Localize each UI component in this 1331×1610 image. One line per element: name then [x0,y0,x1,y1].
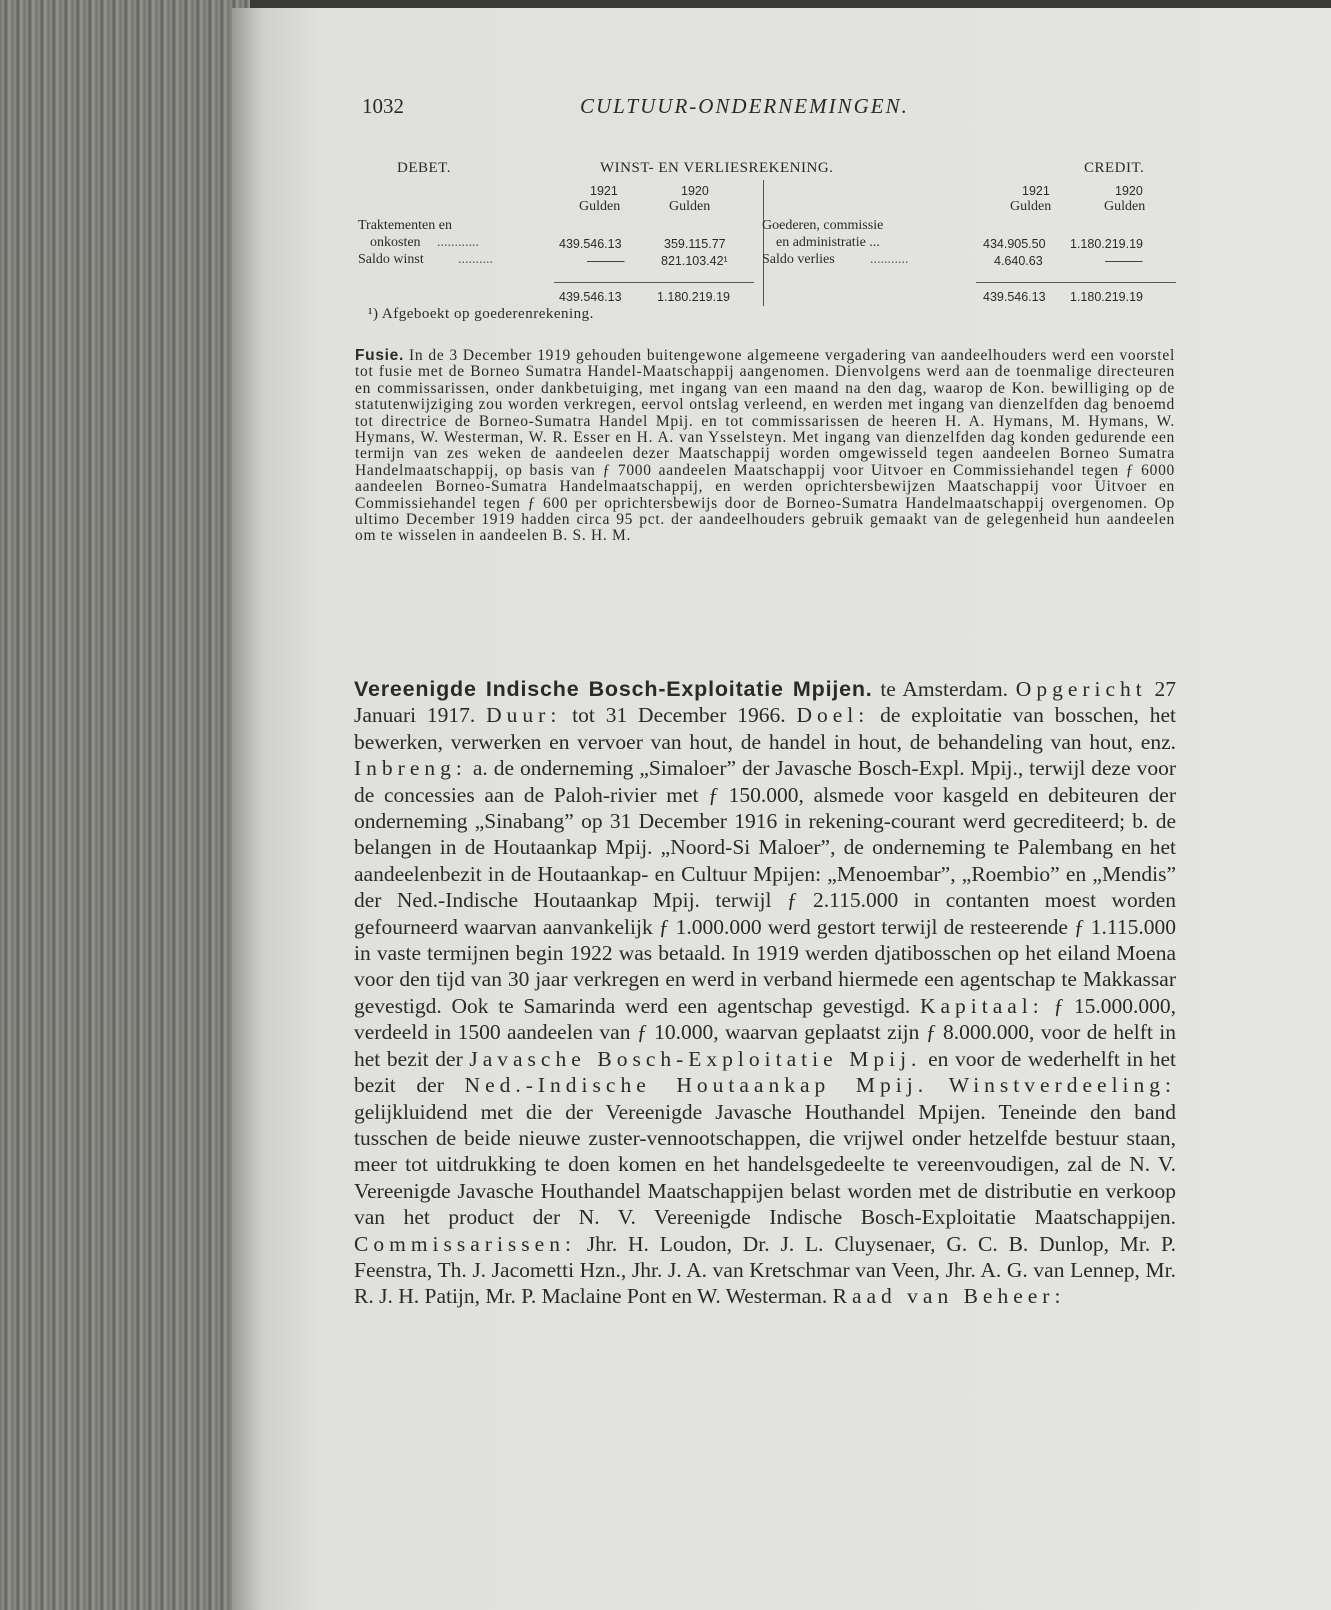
totals-rule [554,282,754,283]
credit-row-label: en administratie ... [776,235,880,250]
debit-value: 821.103.42¹ [661,254,728,268]
running-title: CULTUUR-ONDERNEMINGEN. [580,94,909,118]
unit-label: Gulden [579,199,621,214]
book-page [232,8,1331,1610]
debit-value: ——— [587,254,625,268]
account-title: WINST- EN VERLIESREKENING. [600,160,834,176]
winstverdeeling-value: gelijkluidend met die der Vereenigde Javasche Houthandel Mpijen. Teneinde den band tusschen de beide nieuwe zuster-vennootschappen, die vrijwel onder hetzelfde bestuur staan, meer tot uitdrukking te doen komen en het handelsgedeelte te vereenvoudigen, zal de N. V. Vereenigde Javasche Houthandel Maatschappijen belast worden met de distributie en verkoop van het product der N. V. Vereenigde Indische Bosch-Exploitatie Maatschappijen. [354,1099,1176,1230]
duur-value: tot 31 December 1966. [572,703,786,728]
firm-name: Javasche Bosch-Exploitatie Mpij. [469,1046,922,1071]
fusie-lead: Fusie. [355,347,404,364]
leader-dots: .......... [458,252,493,267]
raad-van-beheer-label: Raad van Beheer: [832,1284,1066,1309]
credit-value: 434.905.50 [983,237,1046,251]
opgericht-value: 27 Januari 1917. [354,677,1176,728]
book-page-stack [0,0,250,1610]
credit-row-label: Goederen, commissie [762,218,884,233]
unit-label: Gulden [1010,199,1052,214]
doel-value: de exploitatie van bosschen, het bewerken, verwerken en vervoer van hout, de handel in hout, de behandeling van hout, enz. [354,703,1176,754]
year-1921: 1921 [1022,184,1050,198]
leader-dots: ........... [870,252,909,267]
credit-total: 439.546.13 [983,290,1046,304]
unit-label: Gulden [1104,199,1146,214]
credit-total: 1.180.219.19 [1070,290,1143,304]
credit-label: CREDIT. [1084,160,1145,176]
kapitaal-label: Kapitaal: [919,993,1044,1018]
company-name: Vereenigde Indische Bosch-Exploitatie Mpijen. [354,677,873,701]
kapitaal-value: en voor de wederhelft in het bezit der [354,1046,1177,1098]
doel-label: Doel: [796,703,870,728]
debit-total: 1.180.219.19 [657,290,730,304]
debit-value: 439.546.13 [559,237,622,251]
fusie-paragraph [355,348,1175,545]
commissarissen-label: Commissarissen: [354,1231,576,1256]
debit-row-label: Traktementen en [358,218,452,233]
year-1921: 1921 [590,184,618,198]
debet-label: DEBET. [397,160,451,176]
kapitaal-value: ƒ 15.000.000, verdeeld in 1500 aandeelen van ƒ 10.000, waarvan geplaatst zijn ƒ 8.000.000, voor de helft in het bezit der [354,993,1177,1071]
page-number: 1032 [362,94,404,118]
fusie-text: In de 3 December 1919 gehouden buitengewone algemeene vergadering van aandeelhouders werd een voorstel tot fusie met de Borneo Sumatra Handel-Maatschappij aangenomen. Dienvolgens werd aan de toenmalige directeuren en commissarissen, onder dankbetuiging, met ingang van een maand na den dag, waarop de Kon. bewilliging op de statutenwijziging zou worden verkregen, eervol ontslag verleend, en werden met ingang van dienzelfden dag benoemd tot directrice de Borneo-Sumatra Handel Mpij. en tot commissarissen de heeren H. A. Hymans, M. Hymans, W. Hymans, W. Westerman, W. R. Esser en H. A. van Ysselsteyn. Met ingang van dienzelfden dag konden gedurende een termijn van zes weken de aandeelen dezer Maatschappij worden omgewisseld tegen aandeelen Borneo Sumatra Handelmaatschappij, op basis van ƒ 7000 aandeelen Maatschappij voor Uitvoer en Commissiehandel tegen ƒ 6000 aandeelen Borneo-Sumatra Handelmaatschappij, en werden oprichtersbewijzen Maatschappij voor Uitvoer en Commissiehandel tegen ƒ 600 per oprichtersbewijs door de Borneo-Sumatra Handelmaatschappij overgenomen. Op ultimo December 1919 hadden circa 95 pct. der aandeelhouders gebruik gemaakt van de gelegenheid hun aandeelen om te wisselen in aandeelen B. S. H. M. [355,347,1175,545]
company-seat: te Amsterdam. [880,677,1009,701]
credit-value: 4.640.63 [994,254,1043,268]
opgericht-label: Opgericht [1015,677,1147,701]
debit-total: 439.546.13 [559,290,622,304]
credit-value: ——— [1105,254,1143,268]
footnote: ¹) Afgeboekt op goederenrekening. [368,306,594,322]
credit-value: 1.180.219.19 [1070,237,1143,251]
year-1920: 1920 [1115,184,1143,198]
debit-row-label: Saldo winst [358,252,424,267]
leader-dots: ............ [437,235,479,250]
commissarissen-value: Jhr. H. Loudon, Dr. J. L. Cluysenaer, G. C. B. Dunlop, Mr. P. Feenstra, Th. J. Jacometti Hzn., Jhr. J. A. van Kretschmar van Veen, Jhr. A. G. van Lennep, Mr. R. J. H. Patijn, Mr. P. Maclaine Pont en W. Westerman. [354,1231,1177,1309]
totals-rule [976,282,1176,283]
inbreng-value: a. de onderneming „Simaloer” der Javasche Bosch-Expl. Mpij., terwijl deze voor de concessies aan de Paloh-rivier met ƒ 150.000, alsmede voor kasgeld en debiteuren der onderneming „Sinabang” op 31 December 1916 in rekening-courant werd gecrediteerd; b. de belangen in de Houtaankap Mpij. „Noord-Si Maloer”, de onderneming te Palembang en het aandeelenbezit in de Houtaankap- en Cultuur Mpijen: „Menoembar”, „Roembio” en „Mendis” der Ned.-Indische Houtaankap Mpij. terwijl ƒ 2.115.000 in contanten moest worden gefourneerd waarvan aanvankelijk ƒ 1.000.000 werd gestort terwijl de resteerende ƒ 1.115.000 in vaste termijnen begin 1922 was betaald. In 1919 werden djatibosschen op het eiland Moena voor den tijd van 30 jaar verkregen en werd in verband hiermede een agentschap te Makkassar gevestigd. Ook te Samarinda werd een agentschap gevestigd. [354,756,1176,1018]
unit-label: Gulden [669,199,711,214]
duur-label: Duur: [486,703,562,728]
firm-name: Ned.-Indische Houtaankap Mpij. [464,1073,929,1098]
credit-row-label: Saldo verlies [762,252,835,267]
company-entry [354,676,1176,1310]
debit-row-label: onkosten [370,235,421,250]
winstverdeeling-label: Winstverdeeling: [948,1073,1176,1098]
year-1920: 1920 [681,184,709,198]
column-divider [763,180,764,306]
inbreng-label: Inbreng: [354,756,467,781]
debit-value: 359.115.77 [664,237,726,251]
